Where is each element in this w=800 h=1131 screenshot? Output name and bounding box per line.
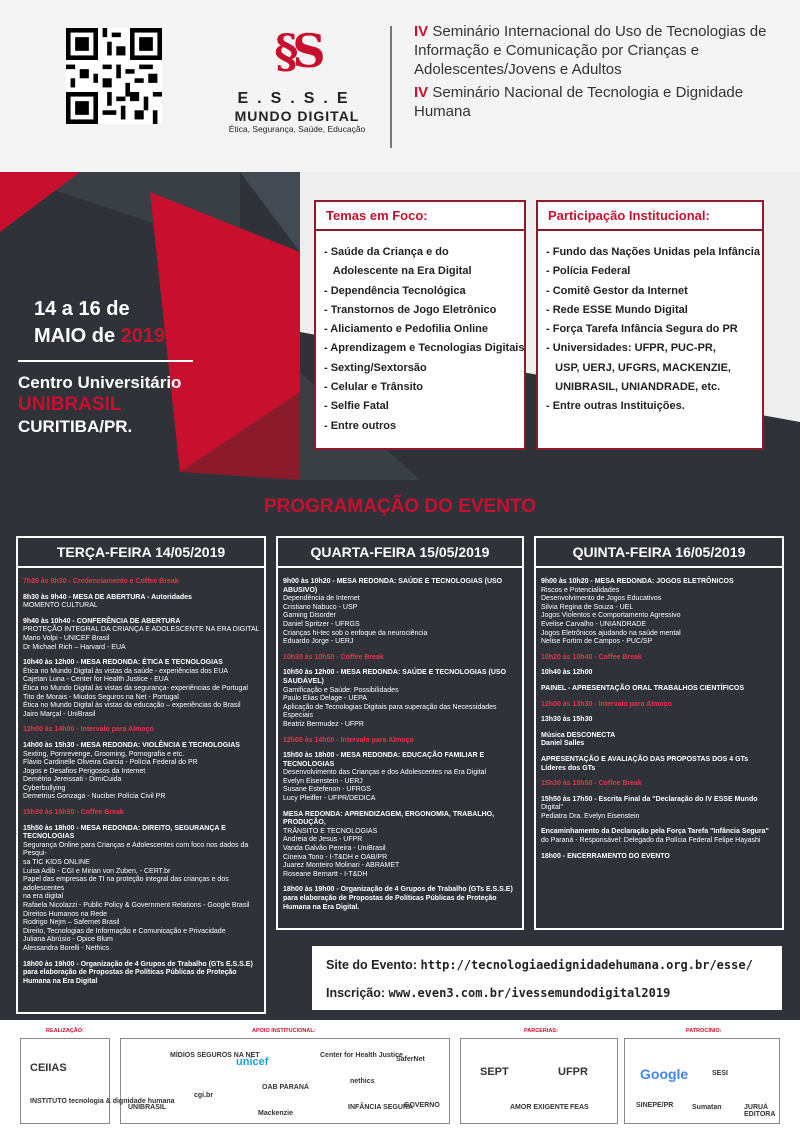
block-line: Tito de Morais - Miudos Seguros na Net - Portugal [23, 693, 179, 701]
block-line: para elaboração de Propostas de Políticas Públicas de Proteção [23, 969, 237, 977]
sponsor-logo: Google [640, 1066, 689, 1082]
realizacao-box [20, 1038, 110, 1124]
schedule-block [536, 669, 782, 678]
block-line: Humana na Era Digital [23, 977, 98, 985]
block-line: Música DESCONECTA [541, 731, 616, 739]
day-divider [278, 566, 522, 568]
block-line: Cajetan Luna - Center for Health Justice - EUA [23, 676, 169, 684]
block-line: 12h00 às 13h30 - Intervalo para Almoço [541, 700, 672, 708]
schedule-block [536, 796, 782, 822]
temas-title: Temas em Foco: [326, 208, 428, 223]
list-item: - Saúde da Criança e do [324, 246, 449, 258]
block-line: Paulo Elias Delage - UEPA [283, 695, 367, 703]
block-line: Jogos Violentos e Comportamento Agressivo [541, 612, 681, 620]
block-line: Papel das empresas de TI na proteção integral das crianças e dos adolescentes [23, 876, 229, 892]
title1-roman: IV [414, 23, 429, 40]
schedule-block [18, 726, 264, 735]
schedule-block [18, 594, 264, 611]
event-date [34, 296, 165, 350]
qr-code [66, 28, 162, 124]
block-heading: 10h40 às 12h00 - MESA REDONDA: ÉTICA E TECNOLOGIAS [23, 659, 223, 667]
block-line: Direito, Tecnologias de Informação e Comunicação e Privacidade [23, 927, 226, 935]
date-year: 2019 [120, 325, 166, 347]
list-item: - Selfie Fatal [324, 400, 389, 413]
block-line: Segurança Online para Crianças e Adolescentes com foco nos dados da Pesqui- [23, 841, 249, 858]
sponsor-logo: Center for Health Justice [320, 1052, 403, 1059]
block-line: Jogos e Desafios Perigosos da Internet [23, 767, 146, 775]
schedule-block [536, 780, 782, 789]
list-item: - Transtornos de Jogo Eletrônico [324, 303, 497, 316]
sponsor-logo: SESI [712, 1070, 728, 1077]
block-line: PAINEL - APRESENTAÇÃO ORAL TRABALHOS CIENTÍFICOS [541, 684, 745, 692]
block-heading: Encaminhamento da Declaração pela Força Tarefa "Infância Segura" [541, 828, 769, 836]
block-heading: 10h50 às 12h00 - MESA REDONDA: SAÚDE E TECNOLOGIAS (USO SAUDÁVEL) [283, 669, 507, 685]
site-box [312, 946, 782, 1010]
schedule-block [18, 618, 264, 652]
sponsor-logo: SEPT [480, 1066, 509, 1078]
list-item: - Celular e Trânsito [324, 381, 424, 394]
block-line: Humana na Era Digital. [283, 903, 360, 911]
sponsor-logo: SaferNet [396, 1056, 425, 1063]
logo-letters: E.S.S.E [237, 90, 357, 107]
block-line: 10h20 às 10h40 - Coffee Break [541, 653, 642, 661]
day-divider [536, 566, 782, 568]
sponsor-logo: Sumatan [692, 1104, 722, 1111]
block-line: Rafaela Nicolazzi - Public Policy & Government Relations - Google Brasil [23, 902, 250, 909]
title2-roman: IV [414, 84, 429, 101]
block-line: Jairo Marçal - UniBrasil [23, 710, 96, 718]
block-line: do Paraná - Responsável: Delegado da Polícia Federal Felipe Hayashi [541, 837, 761, 845]
schedule-block [278, 737, 522, 746]
schedule-block [18, 578, 264, 587]
block-line: Cineiva Tono - I-T&DH e OAB/PR [283, 853, 388, 861]
schedule-block [278, 811, 522, 880]
place-line2: UNIBRASIL [18, 394, 122, 415]
block-heading: 9h00 às 10h20 - MESA REDONDA: SAÚDE E TECNOLOGIAS (USO ABUSIVO) [283, 578, 503, 594]
block-line: 18h00 às 19h00 - Organização de 4 Grupos de Trabalho (GTs E.S.S.E) [283, 886, 513, 894]
block-line: Gamificação e Saúde: Possibilidades [283, 686, 399, 694]
sponsor-logo: INFÂNCIA SEGURA [348, 1104, 414, 1111]
block-heading: 15h50 às 18h00 - MESA REDONDA: DIREITO, SEGURANÇA E TECNOLOGIAS [23, 824, 226, 841]
day-schedule [18, 578, 264, 986]
date-line1: 14 a 16 de [34, 298, 130, 320]
site-link[interactable]: http://tecnologiaedignidadehumana.org.br/esse/ [420, 958, 753, 972]
block-line: MOMENTO CULTURAL [23, 602, 98, 610]
place-line3: CURITIBA/PR. [18, 417, 133, 436]
sponsor-logo: Mackenzie [258, 1110, 294, 1117]
block-line: APRESENTAÇÃO E AVALIAÇÃO DAS PROPOSTAS DOS 4 GTs [541, 755, 749, 763]
list-item: - Universidades: UFPR, PUC-PR, [546, 342, 716, 355]
block-line: para elaboração de Propostas de Políticas Públicas de Proteção [283, 895, 497, 902]
block-line: Gaming Disorder [283, 612, 336, 620]
parcerias-label: PARCERIAS: [524, 1028, 558, 1034]
block-heading: 9h00 às 10h20 - MESA REDONDA: JOGOS ELETRÔNICOS [541, 578, 734, 585]
list-item: - Rede ESSE Mundo Digital [546, 303, 688, 316]
schedule-block [536, 578, 782, 647]
block-heading: 8h30 às 9h40 - MESA DE ABERTURA - Autoridades [23, 593, 192, 601]
schedule-block [278, 578, 522, 647]
logo-subtitle: MUNDO DIGITAL [234, 108, 360, 124]
block-line: Evelyn Eisenstein - UERJ [283, 777, 363, 785]
block-line: 13h30 às 15h30 [541, 716, 593, 724]
day-schedule [278, 578, 522, 912]
block-line: Daniel Salles [541, 740, 585, 748]
participacao-underline [538, 229, 762, 231]
list-item: - Aliciamento e Pedofilia Online [324, 323, 489, 336]
block-line: Nelise Fortim de Campos - PUC/SP [541, 638, 653, 646]
block-line: Juarez Monteiro Molinari - ABRAMET [283, 862, 400, 870]
sponsor-logo: CEIIAS [30, 1062, 67, 1074]
block-heading: 9h40 às 10h40 - CONFERÊNCIA DE ABERTURA [23, 617, 181, 625]
block-line: Crianças hi-tec sob o enfoque da neurociência [283, 629, 428, 637]
event-title [414, 22, 784, 121]
block-line: Ética no Mundo Digital às vistas da educação – experiências do Brasil [23, 702, 241, 710]
list-item: - Fundo das Nações Unidas pela Infância [546, 246, 760, 258]
block-line: 12h00 às 14h00 - Intervalo para Almoço [283, 736, 414, 744]
block-line: Líderes dos GTs [541, 764, 596, 772]
schedule-block [536, 701, 782, 710]
schedule-block [18, 659, 264, 719]
block-line: Cyberbullying [23, 784, 66, 792]
block-line: Flávio Cardinelle Oliveira Garcia - Polícia Federal do PR [23, 759, 198, 767]
realizacao-label: REALIZAÇÃO: [46, 1028, 84, 1034]
block-line: Demétrio Jereissati - DimiCuida [23, 776, 122, 784]
day-column-3 [534, 536, 784, 930]
block-line: 15h30 às 15h50 - Coffee Break [541, 780, 642, 788]
block-line: 18h00 às 19h00 - Organização de 4 Grupos de Trabalho (GTs E.S.S.E) [23, 960, 253, 968]
block-line: Direitos Humanos na Rede [23, 910, 108, 918]
list-item: - Comitê Gestor da Internet [546, 284, 688, 297]
sponsor-logo: AMOR EXIGENTE [510, 1104, 569, 1111]
esse-logo [222, 14, 372, 164]
day-title: TERÇA-FEIRA 14/05/2019 [56, 544, 226, 560]
day-schedule [536, 578, 782, 861]
block-line: Ética no Mundo Digital às vistas da segurança- experiências de Portugal [23, 684, 248, 692]
sponsor-logo: MÍDIOS SEGUROS NA NET [170, 1052, 260, 1059]
schedule-block [278, 752, 522, 804]
block-line: Beatriz Bermudez - UFPR [283, 720, 364, 728]
day-title: QUARTA-FEIRA 15/05/2019 [310, 544, 490, 560]
block-line: Evelise Carvalho - UNIANDRADE [541, 620, 647, 628]
participacao-list [546, 243, 762, 417]
block-line: Cristiano Nabuco - USP [283, 603, 358, 611]
list-item: - Dependência Tecnológica [324, 284, 466, 297]
header [0, 0, 800, 172]
sponsor-logo: nethics [350, 1078, 375, 1085]
block-heading: 15h50 às 18h00 - MESA REDONDA: EDUCAÇÃO FAMILIAR E TECNOLOGIAS [283, 752, 485, 768]
participacao-box [536, 200, 764, 450]
temas-box [314, 200, 526, 450]
schedule-block [278, 669, 522, 729]
title2-text: Seminário Nacional de Tecnologia e Dignidade Humana [414, 84, 744, 120]
block-line: Rodrigo Nejm – Safernet Brasil [23, 919, 120, 927]
block-line: 7h30 às 8h30 - Credenciamento e Coffee Break [23, 578, 179, 585]
inscricao-link[interactable]: www.even3.com.br/ivessemundodigital2019 [388, 986, 671, 1000]
schedule-block [536, 828, 782, 845]
schedule-block [278, 886, 522, 912]
temas-list [324, 243, 524, 436]
block-line: Demetrius Gonzaga - Nuciber Polícia Civil PR [23, 793, 166, 801]
sponsor-logo: UNIBRASIL [128, 1104, 167, 1111]
block-line: Dr Michael Rich – Harvard - EUA [23, 643, 126, 651]
block-line: Andreia de Jesus - UFPR [283, 836, 363, 844]
block-line: Roseane Bernartt - I-T&DH [283, 870, 368, 878]
date-month: MAIO de [34, 325, 116, 347]
event-place [18, 372, 181, 438]
temas-underline [316, 229, 524, 231]
schedule-block [18, 742, 264, 802]
block-line: Lucy Pfeiffer - UFPR/DEDICA [283, 795, 376, 803]
schedule-block [536, 654, 782, 663]
sponsor-logo: FEAS [570, 1104, 589, 1111]
block-line: 12h00 às 14h00 - Intervalo para Almoço [23, 726, 154, 734]
block-line: 18h00 - ENCERRAMENTO DO EVENTO [541, 852, 670, 860]
list-item: USP, UERJ, UFGRS, MACKENZIE, [546, 361, 731, 374]
block-line: Silvia Regina de Souza - UEL [541, 603, 634, 611]
block-heading: MESA REDONDA: APRENDIZAGEM, ERGONOMIA, TRABALHO, PRODUÇÃO, [283, 810, 495, 827]
block-line: TRÂNSITO E TECNOLOGIAS [283, 827, 378, 835]
sponsor-logo: unicef [236, 1056, 269, 1068]
block-line: na era digital [23, 893, 64, 901]
list-item: - Sexting/Sextorsão [324, 361, 427, 374]
block-line: Dependência de Internet [283, 595, 360, 603]
schedule-block [278, 654, 522, 663]
header-divider [390, 26, 392, 148]
block-line: Pediatra Dra. Evelyn Eisenstein [541, 812, 640, 820]
block-heading: 15h50 às 17h50 - Escrita Final da "Declaração do IV ESSE Mundo [541, 795, 758, 803]
sponsor-logo: INSTITUTO tecnologia & dignidade humana [30, 1098, 175, 1105]
schedule-block [18, 809, 264, 818]
schedule-block [536, 685, 782, 694]
schedule-block [536, 756, 782, 773]
schedule-block [18, 825, 264, 954]
block-heading: 14h00 às 15h30 - MESA REDONDA: VIOLÊNCIA E TECNOLOGIAS [23, 741, 240, 749]
list-item: - Entre outras Instituições. [546, 400, 685, 413]
date-divider [18, 360, 193, 362]
schedule-block [18, 961, 264, 987]
inscricao-label: Inscrição: [326, 986, 386, 1000]
block-line: 10h30 às 10h50 - Coffee Break [283, 653, 384, 661]
title1-text: Seminário Internacional do Uso de Tecnologias de Informação e Comunicação por Crianças e Adolescentes/Jovens e Adultos [414, 23, 767, 78]
block-line: Aplicação de Tecnologias Digitais para superação das Necessidades Especiais [283, 703, 497, 720]
sponsor-logo: SINEPE/PR [636, 1102, 674, 1109]
ss-monogram: §S [274, 24, 320, 78]
place-line1: Centro Universitário [18, 373, 182, 392]
block-line: Desenvolvimento de Jogos Educativos [541, 595, 662, 603]
block-line: Mario Volpi - UNICEF Brasil [23, 634, 110, 642]
block-line: Vanda Galvão Pereira - UniBrasil [283, 845, 386, 853]
parcerias-box [460, 1038, 618, 1124]
site-label: Site do Evento: [326, 958, 417, 972]
block-line: Luisa Adib - CGI e Mirian von Zuben, - CERT.br [23, 867, 171, 875]
block-line: Eduardo Jorge - UERJ [283, 638, 354, 646]
sponsor-logo: cgi.br [194, 1092, 214, 1099]
block-line: 10h40 às 12h00 [541, 669, 593, 677]
programacao-title: PROGRAMAÇÃO DO EVENTO [263, 496, 536, 517]
block-line: Sexting, Pornrevenge, Grooming, Pornografia e etc. [23, 750, 185, 758]
list-item: - Aprendizagem e Tecnologias Digitais [324, 342, 525, 355]
list-item: - Entre outros [324, 419, 397, 432]
block-line: Susane Estefenon - UFRGS [283, 786, 371, 794]
day-column-1 [16, 536, 266, 1014]
sponsor-logo: GOVERNO [404, 1102, 440, 1109]
list-item: UNIBRASIL, UNIANDRADE, etc. [546, 381, 721, 394]
block-line: Digital" [541, 804, 563, 812]
sponsor-logo: OAB PARANÁ [262, 1084, 309, 1091]
sponsor-logo: JURUÁ EDITORA [744, 1104, 776, 1118]
patrocinio-label: PATROCÍNIO: [686, 1028, 722, 1034]
list-item: - Força Tarefa Infância Segura do PR [546, 323, 738, 336]
block-line: PROTEÇÃO INTEGRAL DA CRIANÇA E ADOLESCENTE NA ERA DIGITAL [23, 626, 260, 634]
block-line: Riscos e Potencialidades [541, 586, 620, 594]
block-line: Ética no Mundo Digital às vistas da saúde - experiências dos EUA [23, 667, 229, 675]
day-column-2 [276, 536, 524, 930]
schedule-block [536, 732, 782, 749]
apoio-label: APOIO INSTITUCIONAL: [252, 1028, 316, 1034]
block-line: Desenvolvimento das Crianças e dos Adolescentes na Era Digital [283, 769, 487, 777]
sponsor-logo: UFPR [558, 1066, 588, 1078]
schedule-block [536, 716, 782, 725]
block-line: sa TIC KIDS ONLINE [23, 859, 90, 867]
block-line: Alessandra Borelli - Nethics [23, 944, 109, 952]
block-line: Daniel Spritzer - UFRGS [283, 620, 360, 628]
schedule-block [536, 853, 782, 862]
list-item: Adolescente na Era Digital [324, 265, 472, 278]
block-line: Jogos Eletrônicos ajudando na saúde mental [541, 629, 681, 637]
participacao-title: Participação Institucional: [548, 208, 710, 223]
logo-tagline: Ética, Segurança, Saúde, Educação [228, 124, 366, 134]
block-line: 15h30 às 15h50 - Coffee Break [23, 809, 124, 817]
block-line: Juliana Abrúsio - Opice Blum [23, 936, 113, 944]
day-divider [18, 566, 264, 568]
list-item: - Polícia Federal [546, 265, 631, 278]
day-title: QUINTA-FEIRA 16/05/2019 [572, 544, 746, 560]
